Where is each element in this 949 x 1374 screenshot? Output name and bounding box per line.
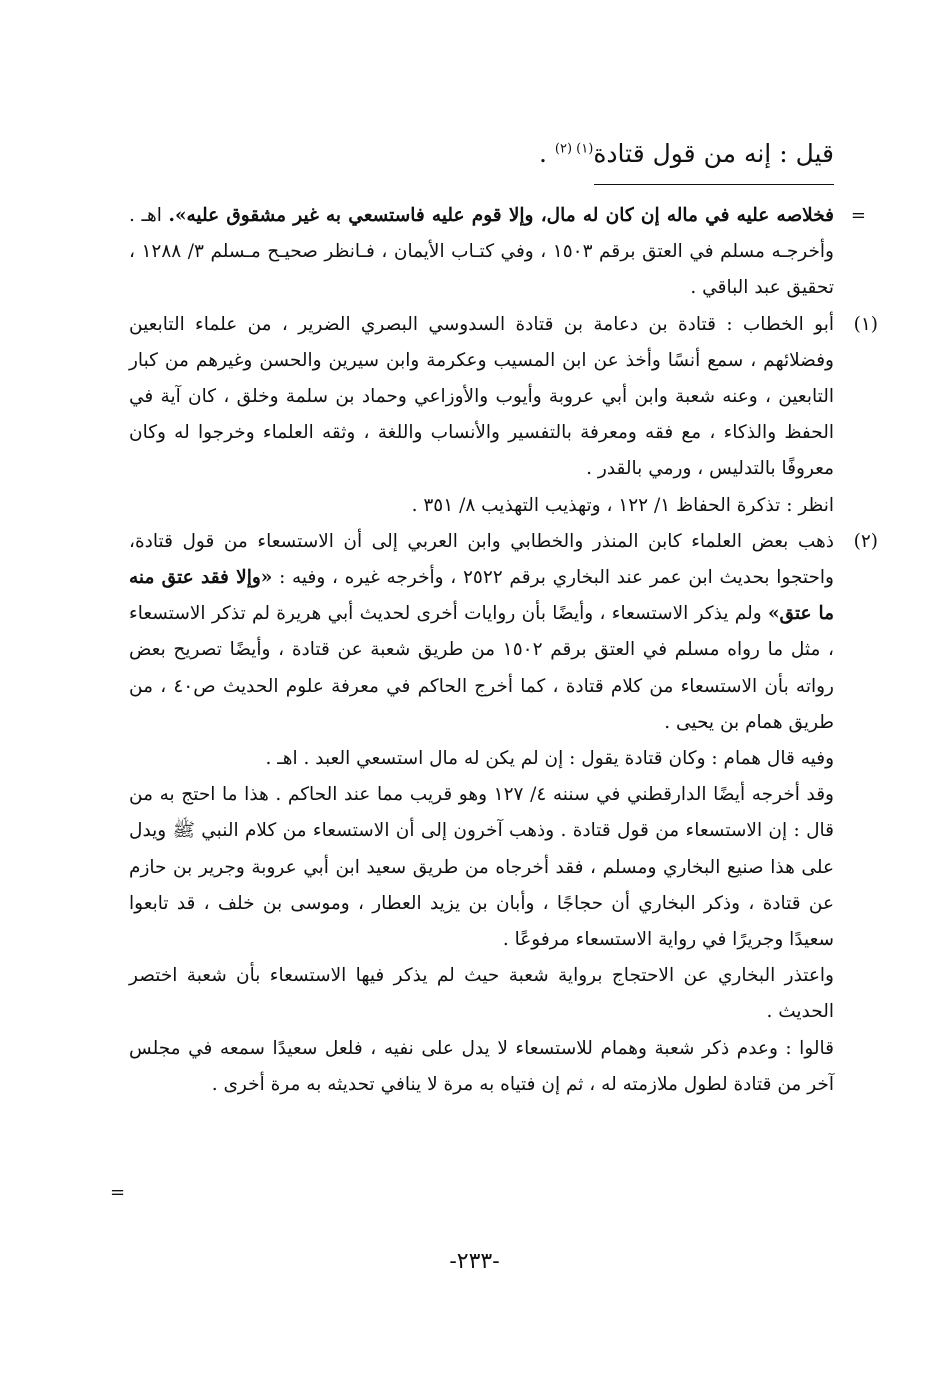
- main-text-tail: .: [539, 139, 555, 168]
- continuation-mark: =: [850, 205, 866, 226]
- continues-mark: =: [110, 1182, 126, 1203]
- footnote-number: (٢): [853, 530, 878, 552]
- main-text: قيل : إنه من قول قتادة: [593, 139, 834, 168]
- footnote-1: [129, 307, 878, 524]
- footnote-2-para5: قالوا : وعدم ذكر شعبة وهمام للاستسعاء لا يدل على نفيه ، فلعل سعيدًا سمعه في مجلس آخر من قتادة لطول ملازمته له ، ثم إن فتياه به مرة لا ينافي تحديثه به مرة أخرى .: [129, 1037, 834, 1095]
- hadith-quote: فخلاصه عليه في ماله إن كان له مال، وإلا قوم عليه فاستسعي به غير مشقوق عليه».: [168, 205, 834, 226]
- footnote-continued-text: [129, 198, 834, 307]
- footnote-continued: [129, 198, 866, 307]
- para1-start: ذهب بعض العلماء كابن المنذر والخطابي وابن العربي إلى أن الاستسعاء من قول قتادة، واحتجوا بحديث ابن عمر عند البخاري برقم ٢٥٢٢ ، وأخرجه غيره ، وفيه :: [129, 530, 834, 589]
- footnote-separator: [594, 184, 834, 185]
- hadith-quote: «وإلا فقد عتق منه ما عتق»: [129, 567, 834, 625]
- footnote-continued-rest: وأخرجـه مسلم في العتق برقم ١٥٠٣ ، وفي كتـاب الأيمان ، فـانظر صحيـح مـسلم ٣/ ١٢٨٨ ، تحقيق عبد الباقي .: [129, 241, 834, 299]
- footnote-refs: (١) (٢): [554, 141, 594, 157]
- quote-end: اهـ .: [129, 205, 169, 226]
- page-number: -٢٣٣-: [449, 1249, 500, 1274]
- footnote-2: [129, 524, 878, 1103]
- main-text-line: [114, 134, 834, 174]
- footnote-2-para4: واعتذر البخاري عن الاحتجاج برواية شعبة حيث لم يذكر فيها الاستسعاء بأن شعبة اختصر الحديث .: [129, 965, 834, 1023]
- footnote-2-para3: وقد أخرجه أيضًا الدارقطني في سننه ٤/ ١٢٧ وهو قريب مما عند الحاكم . هذا ما احتج به من قال : إن الاستسعاء من قول قتادة . وذهب آخرون إلى أن الاستسعاء من كلام النبي ﷺ ويدل على هذا صنيع البخاري ومسلم ، فقد أخرجاه من طريق سعيد ابن أبي عروبة وجرير بن حازم عن قتادة ، وذكر البخاري أن حجاجًا ، وأبان بن يزيد العطار ، وموسى بن خلف ، قد تابعوا سعيدًا وجريرًا في رواية الاستسعاء مرفوعًا .: [129, 784, 834, 951]
- footnotes: [129, 198, 878, 1103]
- footnote-1-text: أبو الخطاب : قتادة بن دعامة بن قتادة السدوسي البصري الضرير ، من علماء التابعين وفضلائهم ، سمع أنسًا وأخذ عن ابن المسيب وعكرمة وابن سيرين والحسن وغيرهم من كبار التابعين ، وعنه شعبة وابن أبي عروبة وأيوب والأوزاعي وحماد بن سلمة وخلق ، كان آية في الحفظ والذكاء ، مع فقه ومعرفة بالتفسير والأنساب واللغة ، وثقه العلماء وخرجوا له وكان معروفًا بالتدليس ، ورمي بالقدر .: [129, 313, 834, 480]
- footnote-2-para1: [129, 524, 834, 741]
- footnote-1-source: انظر : تذكرة الحفاظ ١/ ١٢٢ ، وتهذيب التهذيب ٨/ ٣٥١ .: [411, 494, 834, 516]
- footnote-2-para2: وفيه قال همام : وكان قتادة يقول : إن لم يكن له مال استسعي العبد . اهـ .: [265, 748, 834, 770]
- para1-rest: ولم يذكر الاستسعاء ، وأيضًا بأن روايات أخرى لحديث أبي هريرة لم تذكر الاستسعاء ، مثل ما رواه مسلم في العتق برقم ١٥٠٢ من طريق شعبة عن قتادة ، وأيضًا تصريح بعض رواته بأن الاستسعاء من كلام قتادة ، كما أخرج الحاكم في معرفة علوم الحديث ص٤٠ ، من طريق همام بن يحيى .: [129, 603, 835, 733]
- footnote-number: (١): [853, 313, 878, 335]
